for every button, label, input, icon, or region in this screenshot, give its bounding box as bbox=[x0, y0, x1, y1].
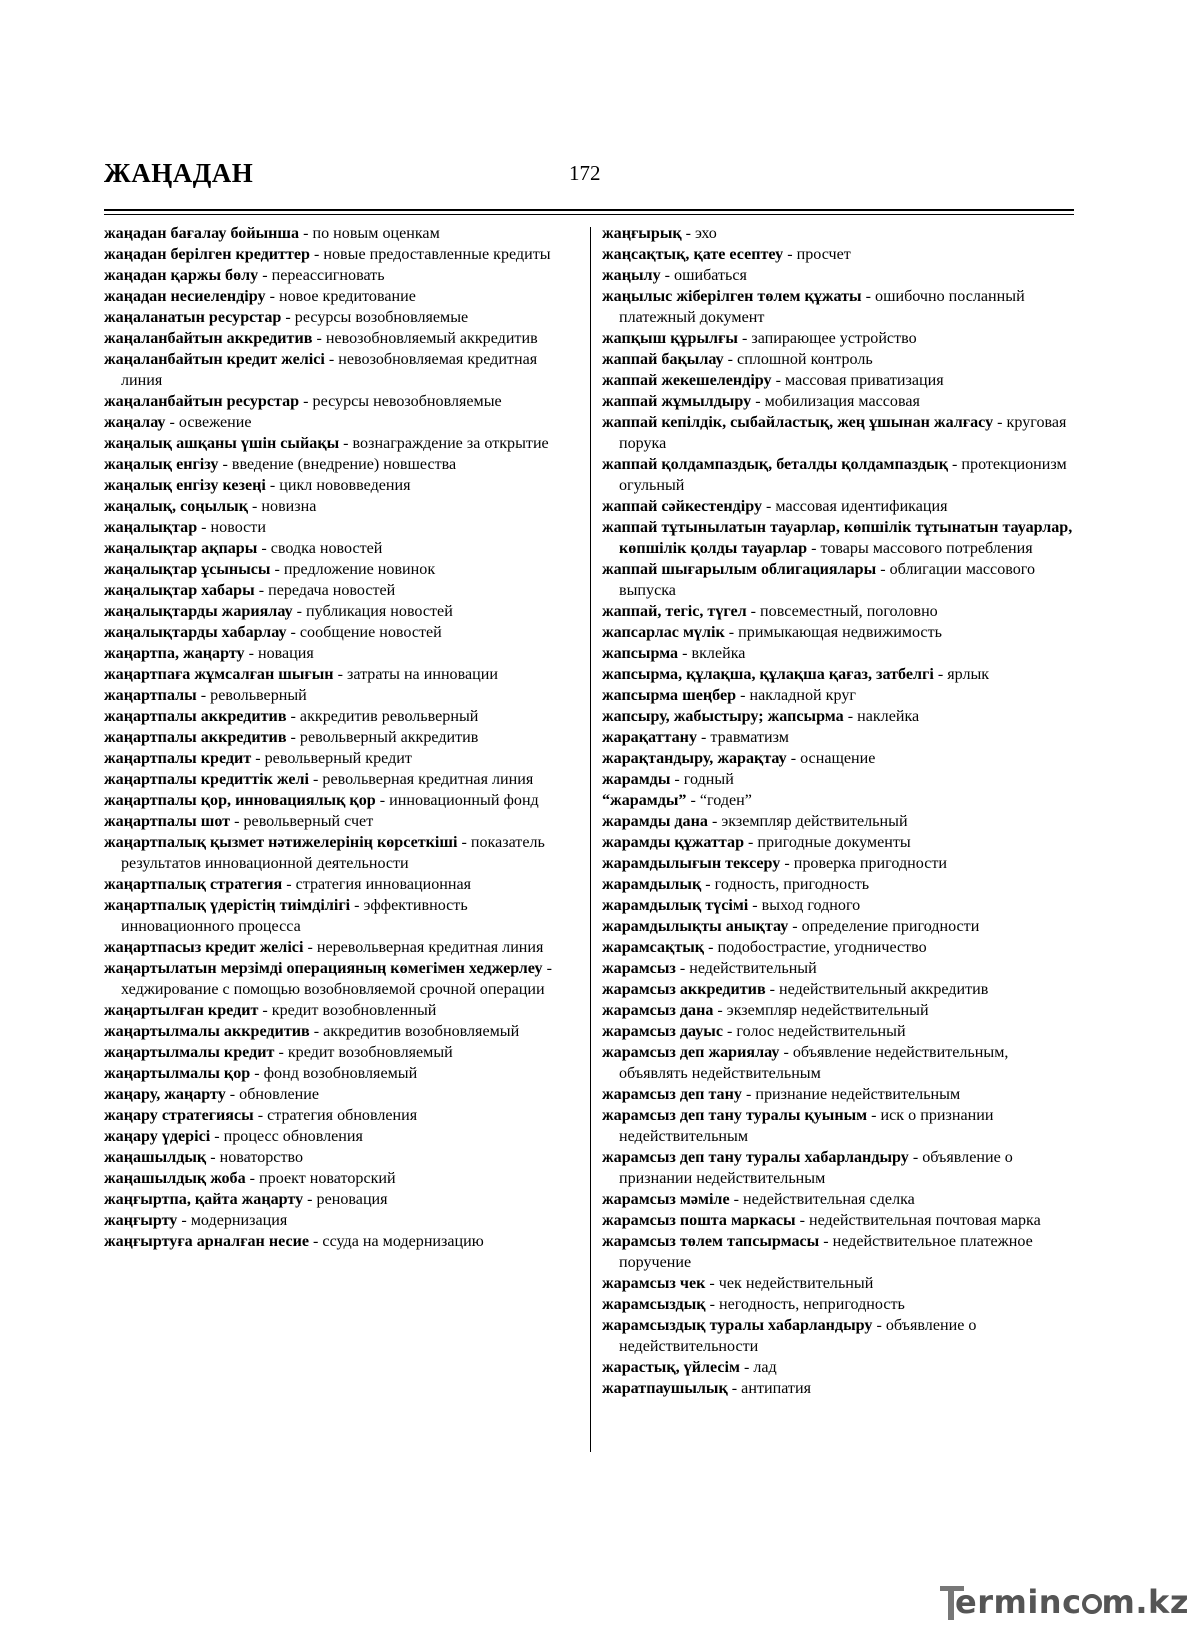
entry-term: жарамдылық түсімі bbox=[602, 897, 749, 914]
entry-translation: - оснащение bbox=[786, 750, 876, 767]
dictionary-entry bbox=[104, 517, 582, 538]
entry-term: жаңғырту bbox=[104, 1212, 178, 1229]
dictionary-entry bbox=[602, 601, 1080, 622]
entry-term: жарамсыздық туралы хабарландыру bbox=[602, 1317, 873, 1334]
entry-term: жарамсыздық bbox=[602, 1296, 706, 1313]
dictionary-entry bbox=[602, 811, 1080, 832]
entry-translation: - новости bbox=[197, 519, 266, 536]
entry-translation: - эхо bbox=[681, 225, 717, 242]
entry-term: жаңартылмалы аккредитив bbox=[104, 1023, 310, 1040]
entry-translation: - освежение bbox=[165, 414, 252, 431]
entry-term: жаңартпа, жаңарту bbox=[104, 645, 245, 662]
entry-translation: - лад bbox=[739, 1359, 777, 1376]
entry-term: жаңғыртпа, қайта жаңарту bbox=[104, 1191, 304, 1208]
dictionary-entry bbox=[104, 1168, 582, 1189]
dictionary-entry bbox=[602, 1357, 1080, 1378]
dictionary-entry bbox=[602, 265, 1080, 286]
entry-term: жаңалықтарды хабарлау bbox=[104, 624, 287, 641]
entry-term: жапсарлас мүлік bbox=[602, 624, 725, 641]
entry-translation: - револьверный аккредитив bbox=[286, 729, 479, 746]
entry-translation: - повсеместный, поголовно bbox=[746, 603, 938, 620]
entry-term: жаппай қолдампаздық, беталды қолдампаздық bbox=[602, 456, 948, 473]
dictionary-entry bbox=[602, 370, 1080, 391]
entry-term: жаңашылдық bbox=[104, 1149, 207, 1166]
entry-translation: - ярлык bbox=[933, 666, 990, 683]
entry-term: жаңартпалы шот bbox=[104, 813, 231, 830]
entry-translation: - запирающее устройство bbox=[737, 330, 917, 347]
dictionary-entry bbox=[104, 454, 582, 475]
dictionary-entry bbox=[104, 832, 582, 874]
entry-term: жарамсыз дауыс bbox=[602, 1023, 724, 1040]
entry-translation: - аккредитив возобновляемый bbox=[309, 1023, 520, 1040]
entry-translation: - выход годного bbox=[748, 897, 861, 914]
entry-term: жарамсақтық bbox=[602, 939, 705, 956]
dictionary-entry bbox=[602, 937, 1080, 958]
entry-term: жаппай бақылау bbox=[602, 351, 724, 368]
dictionary-entry bbox=[104, 895, 582, 937]
entry-translation: - кредит возобновляемый bbox=[274, 1044, 453, 1061]
entry-translation: - неревольверная кредитная линия bbox=[303, 939, 544, 956]
entry-term: жапсырма шеңбер bbox=[602, 687, 737, 704]
entry-translation: - сводка новостей bbox=[257, 540, 383, 557]
entry-term: жаппай шығарылым облигациялары bbox=[602, 561, 877, 578]
entry-term: жаңартпаға жұмсалған шығын bbox=[104, 666, 334, 683]
entry-translation: - ошибочно посланный платежный документ bbox=[619, 288, 1025, 326]
entry-term: жаңартпалы кредиттік желі bbox=[104, 771, 310, 788]
entry-translation: - новые предоставленные кредиты bbox=[309, 246, 551, 263]
entry-translation: - травматизм bbox=[697, 729, 789, 746]
entry-term: жаппай кепілдік, сыбайластық, жең ұшынан жалғасу bbox=[602, 414, 994, 431]
entry-term: жарамды құжаттар bbox=[602, 834, 745, 851]
dictionary-entry bbox=[602, 223, 1080, 244]
dictionary-entry bbox=[104, 1126, 582, 1147]
entry-term: жаппай жұмылдыру bbox=[602, 393, 752, 410]
entry-translation: - недействительный bbox=[675, 960, 817, 977]
dictionary-entry bbox=[602, 328, 1080, 349]
dictionary-entry bbox=[104, 349, 582, 391]
dictionary-entry bbox=[602, 832, 1080, 853]
header-rule-thin bbox=[104, 214, 1074, 215]
entry-term: жаңартылған кредит bbox=[104, 1002, 259, 1019]
entry-translation: - револьверный bbox=[196, 687, 307, 704]
dictionary-entry bbox=[602, 748, 1080, 769]
dictionary-entry bbox=[104, 664, 582, 685]
running-header-word: ЖАҢАДАН bbox=[104, 158, 254, 188]
dictionary-entry bbox=[104, 622, 582, 643]
entry-term: жарамдылығын тексеру bbox=[602, 855, 781, 872]
entry-term: жарамсыз деп жариялау bbox=[602, 1044, 780, 1061]
entry-translation: - подобострастие, угодничество bbox=[704, 939, 927, 956]
dictionary-entry bbox=[602, 1042, 1080, 1084]
dictionary-entry bbox=[602, 1231, 1080, 1273]
entry-term: жаңаланбайтын аккредитив bbox=[104, 330, 313, 347]
entry-term: жапсырма, құлақша, құлақша қағаз, затбелгі bbox=[602, 666, 934, 683]
entry-term: жарамдылық bbox=[602, 876, 702, 893]
entry-term: жарамсыз деп тану bbox=[602, 1086, 742, 1103]
dictionary-entry bbox=[602, 622, 1080, 643]
entry-term: жаңалық ашқаны үшін сыйақы bbox=[104, 435, 340, 452]
entry-term: жарастық, үйлесім bbox=[602, 1359, 740, 1376]
entry-translation: - предложение новинок bbox=[270, 561, 436, 578]
entry-translation: - модернизация bbox=[177, 1212, 288, 1229]
entry-translation: - наклейка bbox=[843, 708, 920, 725]
entry-term: жаңару стратегиясы bbox=[104, 1107, 254, 1124]
dictionary-entry bbox=[104, 1147, 582, 1168]
dictionary-entry bbox=[104, 1000, 582, 1021]
entry-term: жаңартпалы кредит bbox=[104, 750, 252, 767]
entry-translation: - револьверная кредитная линия bbox=[309, 771, 534, 788]
entry-term: жапсыру, жабыстыру; жапсырма bbox=[602, 708, 844, 725]
entry-translation: - публикация новостей bbox=[292, 603, 453, 620]
entry-term: жаңаланбайтын ресурстар bbox=[104, 393, 300, 410]
entry-translation: - определение пригодности bbox=[788, 918, 980, 935]
dictionary-entry bbox=[602, 979, 1080, 1000]
dictionary-entry bbox=[602, 1315, 1080, 1357]
dictionary-entry bbox=[602, 244, 1080, 265]
dictionary-entry bbox=[602, 643, 1080, 664]
entry-term: жаңадан несиелендіру bbox=[104, 288, 266, 305]
dictionary-entry bbox=[602, 958, 1080, 979]
logo-t-stem bbox=[948, 1586, 954, 1620]
entry-translation: - передача новостей bbox=[254, 582, 396, 599]
dictionary-entry bbox=[104, 811, 582, 832]
entry-translation: - вклейка bbox=[678, 645, 746, 662]
entry-translation: - накладной круг bbox=[736, 687, 856, 704]
entry-term: жаңалықтар ұсынысы bbox=[104, 561, 271, 578]
entry-term: жаппай сәйкестендіру bbox=[602, 498, 763, 515]
entry-translation: - недействительная почтовая марка bbox=[795, 1212, 1041, 1229]
dictionary-entry bbox=[602, 1000, 1080, 1021]
entry-translation: - эффективность инновационного процесса bbox=[121, 897, 468, 935]
entry-translation: - объявление о признании недействительным bbox=[619, 1149, 1013, 1187]
entry-term: жаңалық енгізу кезеңі bbox=[104, 477, 266, 494]
entry-translation: - протекционизм огульный bbox=[619, 456, 1067, 494]
entry-translation: - фонд возобновляемый bbox=[250, 1065, 418, 1082]
dictionary-entry bbox=[602, 412, 1080, 454]
dictionary-entry bbox=[602, 1273, 1080, 1294]
entry-translation: - цикл нововведения bbox=[265, 477, 411, 494]
entry-term: жарақтандыру, жарақтау bbox=[602, 750, 787, 767]
entry-translation: - по новым оценкам bbox=[299, 225, 440, 242]
dictionary-entry bbox=[104, 1210, 582, 1231]
entry-translation: - проверка пригодности bbox=[780, 855, 947, 872]
dictionary-entry bbox=[104, 643, 582, 664]
entry-translation: - ссуда на модернизацию bbox=[309, 1233, 484, 1250]
dictionary-entry bbox=[602, 874, 1080, 895]
entry-term: жаңалықтар хабары bbox=[104, 582, 255, 599]
dictionary-entry bbox=[602, 1210, 1080, 1231]
entry-translation: - невозобновляемая кредитная линия bbox=[121, 351, 538, 389]
dictionary-entry bbox=[602, 1084, 1080, 1105]
entry-term: жаңартпалы аккредитив bbox=[104, 708, 287, 725]
entry-term: жаңартпалық үдерістің тиімділігі bbox=[104, 897, 351, 914]
entry-translation: - мобилизация массовая bbox=[751, 393, 920, 410]
dictionary-entry bbox=[104, 601, 582, 622]
header-rule-thick bbox=[104, 209, 1074, 211]
entry-term: жаратпаушылық bbox=[602, 1380, 728, 1397]
entry-term: жаппай тұтынылатын тауарлар, көпшілік тұтынатын тауарлар, көпшілік қолды тауарлар bbox=[602, 519, 1073, 557]
entry-translation: - недействительное платежное поручение bbox=[619, 1233, 1033, 1271]
entry-translation: - новаторство bbox=[206, 1149, 304, 1166]
entry-term: жаңғыртуға арналған несие bbox=[104, 1233, 310, 1250]
entry-translation: - просчет bbox=[783, 246, 851, 263]
entry-term: жаңалық енгізу bbox=[104, 456, 219, 473]
dictionary-entry bbox=[602, 1105, 1080, 1147]
entry-term: жаңартпалы bbox=[104, 687, 197, 704]
entry-translation: - недействительный аккредитив bbox=[765, 981, 989, 998]
entry-translation: - голос недействительный bbox=[723, 1023, 906, 1040]
entry-term: жаңылу bbox=[602, 267, 661, 284]
dictionary-entry bbox=[602, 790, 1080, 811]
entry-translation: - новизна bbox=[248, 498, 317, 515]
entry-term: жаңадан қаржы бөлу bbox=[104, 267, 259, 284]
entry-term: жаңару, жаңарту bbox=[104, 1086, 226, 1103]
right-column bbox=[602, 223, 1080, 1399]
dictionary-entry bbox=[104, 433, 582, 454]
entry-term: жаңылыс жіберілген төлем құжаты bbox=[602, 288, 862, 305]
entry-term: жаңартылмалы қор bbox=[104, 1065, 251, 1082]
entry-translation: - введение (внедрение) новшества bbox=[218, 456, 457, 473]
entry-translation: - кредит возобновленный bbox=[258, 1002, 437, 1019]
entry-term: жаңсақтық, қате есептеу bbox=[602, 246, 784, 263]
entry-term: жарамсыз деп тану туралы қуыным bbox=[602, 1107, 868, 1124]
dictionary-entry bbox=[602, 895, 1080, 916]
entry-translation: - вознаграждение за открытие bbox=[339, 435, 549, 452]
entry-translation: - ресурсы возобновляемые bbox=[281, 309, 469, 326]
entry-term: жаппай, тегіс, түгел bbox=[602, 603, 747, 620]
dictionary-entry bbox=[104, 559, 582, 580]
entry-translation: - стратегия инновационная bbox=[282, 876, 472, 893]
entry-term: жаңалықтар bbox=[104, 519, 198, 536]
dictionary-entry bbox=[602, 496, 1080, 517]
entry-term: жаңаланатын ресурстар bbox=[104, 309, 282, 326]
entry-translation: - негодность, непригодность bbox=[705, 1296, 905, 1313]
entry-term: жарамсыз дана bbox=[602, 1002, 714, 1019]
entry-translation: - реновация bbox=[303, 1191, 388, 1208]
entry-translation: - сообщение новостей bbox=[286, 624, 442, 641]
dictionary-entry bbox=[104, 1105, 582, 1126]
dictionary-entry bbox=[104, 1021, 582, 1042]
entry-translation: - примыкающая недвижимость bbox=[724, 624, 942, 641]
column-divider bbox=[590, 227, 591, 1452]
entry-translation: - чек недействительный bbox=[705, 1275, 874, 1292]
dictionary-entry bbox=[104, 412, 582, 433]
entry-term: жаңалау bbox=[104, 414, 166, 431]
entry-translation: - хеджирование с помощью возобновляемой срочной операции bbox=[121, 960, 552, 998]
entry-term: жаңадан берілген кредиттер bbox=[104, 246, 310, 263]
dictionary-entry bbox=[104, 1063, 582, 1084]
entry-translation: - новое кредитование bbox=[265, 288, 416, 305]
dictionary-entry bbox=[104, 265, 582, 286]
entry-term: жаңартпасыз кредит желісі bbox=[104, 939, 304, 956]
dictionary-entry bbox=[602, 286, 1080, 328]
entry-translation: - обновление bbox=[225, 1086, 320, 1103]
entry-term: жарақаттану bbox=[602, 729, 697, 746]
entry-term: жарамды дана bbox=[602, 813, 708, 830]
entry-translation: - круговая порука bbox=[619, 414, 1067, 452]
dictionary-entry bbox=[104, 538, 582, 559]
dictionary-entry bbox=[602, 517, 1080, 559]
dictionary-entry bbox=[602, 706, 1080, 727]
entry-term: жарамсыз мәміле bbox=[602, 1191, 730, 1208]
dictionary-entry bbox=[602, 664, 1080, 685]
entry-translation: - товары массового потребления bbox=[807, 540, 1033, 557]
entry-term: жаңалық, соңылық bbox=[104, 498, 248, 515]
dictionary-entry bbox=[602, 559, 1080, 601]
dictionary-entry bbox=[104, 307, 582, 328]
dictionary-entry bbox=[602, 1378, 1080, 1399]
entry-translation: - экземпляр недействительный bbox=[713, 1002, 929, 1019]
left-column bbox=[104, 223, 582, 1252]
entry-translation: - массовая идентификация bbox=[762, 498, 948, 515]
entry-translation: - проект новаторский bbox=[245, 1170, 396, 1187]
dictionary-entry bbox=[104, 748, 582, 769]
entry-translation: - стратегия обновления bbox=[253, 1107, 418, 1124]
entry-translation: - пригодные документы bbox=[744, 834, 911, 851]
dictionary-entry bbox=[104, 244, 582, 265]
dictionary-entry bbox=[104, 874, 582, 895]
dictionary-entry bbox=[104, 937, 582, 958]
dictionary-entry bbox=[104, 1189, 582, 1210]
dictionary-entry bbox=[104, 391, 582, 412]
dictionary-entry bbox=[104, 328, 582, 349]
dictionary-entry bbox=[602, 1147, 1080, 1189]
entry-term: жаңартылатын мерзімді операцияның көмегімен хеджерлеу bbox=[104, 960, 543, 977]
entry-translation: - револьверный кредит bbox=[251, 750, 412, 767]
entry-term: жаңалықтарды жариялау bbox=[104, 603, 293, 620]
entry-term: жарамсыз деп тану туралы хабарландыру bbox=[602, 1149, 909, 1166]
entry-translation: - объявление недействительным, объявлять недействительным bbox=[619, 1044, 1009, 1082]
dictionary-entry bbox=[104, 685, 582, 706]
entry-term: жаппай жекешелендіру bbox=[602, 372, 772, 389]
entry-term: “жарамды” bbox=[602, 792, 687, 809]
entry-translation: - новация bbox=[244, 645, 314, 662]
dictionary-entry bbox=[602, 685, 1080, 706]
entry-translation: - револьверный счет bbox=[230, 813, 374, 830]
dictionary-entry bbox=[104, 958, 582, 1000]
logo-text: erminc m.kz bbox=[955, 1583, 1189, 1621]
entry-term: жаңғырық bbox=[602, 225, 682, 242]
entry-term: жаңаланбайтын кредит желісі bbox=[104, 351, 325, 368]
entry-translation: - ошибаться bbox=[660, 267, 747, 284]
dictionary-entry bbox=[602, 769, 1080, 790]
dictionary-entry bbox=[104, 790, 582, 811]
dictionary-entry bbox=[602, 349, 1080, 370]
entry-term: жарамсыз аккредитив bbox=[602, 981, 766, 998]
entry-translation: - невозобновляемый аккредитив bbox=[312, 330, 538, 347]
dictionary-entry bbox=[104, 475, 582, 496]
entry-translation: - инновационный фонд bbox=[375, 792, 539, 809]
entry-translation: - иск о признании недействительным bbox=[619, 1107, 994, 1145]
entry-translation: - недействительная сделка bbox=[729, 1191, 915, 1208]
entry-translation: - процесс обновления bbox=[210, 1128, 363, 1145]
entry-term: жарамсыз пошта маркасы bbox=[602, 1212, 796, 1229]
entry-term: жаңартпалы қор, инновациялық қор bbox=[104, 792, 376, 809]
dictionary-entry bbox=[104, 1042, 582, 1063]
dictionary-entry bbox=[602, 1189, 1080, 1210]
entry-translation: - облигации массового выпуска bbox=[619, 561, 1036, 599]
dictionary-entry bbox=[602, 916, 1080, 937]
entry-term: жаңартылмалы кредит bbox=[104, 1044, 275, 1061]
entry-translation: - годность, пригодность bbox=[701, 876, 870, 893]
page-number: 172 bbox=[569, 161, 601, 185]
entry-term: жарамсыз төлем тапсырмасы bbox=[602, 1233, 820, 1250]
entry-term: жаңару үдерісі bbox=[104, 1128, 211, 1145]
dictionary-entry bbox=[104, 223, 582, 244]
entry-translation: - массовая приватизация bbox=[771, 372, 944, 389]
entry-translation: - сплошной контроль bbox=[723, 351, 873, 368]
termincom-logo bbox=[940, 1580, 1189, 1626]
entry-translation: - признание недействительным bbox=[741, 1086, 961, 1103]
entry-translation: - экземпляр действительный bbox=[707, 813, 908, 830]
dictionary-entry bbox=[104, 706, 582, 727]
dictionary-entry bbox=[602, 853, 1080, 874]
entry-term: жаңартпалы аккредитив bbox=[104, 729, 287, 746]
entry-translation: - объявление о недействительности bbox=[619, 1317, 977, 1355]
entry-term: жаңартпалық стратегия bbox=[104, 876, 283, 893]
entry-term: жарамды bbox=[602, 771, 671, 788]
entry-term: жарамсыз чек bbox=[602, 1275, 706, 1292]
entry-term: жарамсыз bbox=[602, 960, 676, 977]
dictionary-entry bbox=[104, 286, 582, 307]
dictionary-entry bbox=[602, 454, 1080, 496]
entry-term: жарамдылықты анықтау bbox=[602, 918, 789, 935]
dictionary-entry bbox=[104, 1231, 582, 1252]
entry-translation: - затраты на инновации bbox=[333, 666, 498, 683]
dictionary-entry bbox=[104, 727, 582, 748]
dictionary-entry bbox=[602, 727, 1080, 748]
dictionary-entry bbox=[104, 496, 582, 517]
entry-translation: - антипатия bbox=[727, 1380, 811, 1397]
entry-term: жаңадан бағалау бойынша bbox=[104, 225, 300, 242]
dictionary-entry bbox=[104, 769, 582, 790]
dictionary-entry bbox=[602, 391, 1080, 412]
entry-term: жаңашылдық жоба bbox=[104, 1170, 246, 1187]
dictionary-entry bbox=[104, 580, 582, 601]
entry-translation: - показатель результатов инновационной деятельности bbox=[121, 834, 545, 872]
entry-translation: - годный bbox=[670, 771, 734, 788]
dictionary-entry bbox=[602, 1294, 1080, 1315]
entry-translation: - переассигновать bbox=[258, 267, 385, 284]
entry-term: жаңалықтар ақпары bbox=[104, 540, 258, 557]
entry-term: жапқыш құрылғы bbox=[602, 330, 738, 347]
dictionary-entry bbox=[104, 1084, 582, 1105]
entry-translation: - “годен” bbox=[686, 792, 752, 809]
dictionary-entry bbox=[602, 1021, 1080, 1042]
entry-translation: - ресурсы невозобновляемые bbox=[299, 393, 502, 410]
entry-term: жаңартпалық қызмет нәтижелерінің көрсеткіші bbox=[104, 834, 458, 851]
entry-translation: - аккредитив револьверный bbox=[286, 708, 479, 725]
entry-term: жапсырма bbox=[602, 645, 679, 662]
